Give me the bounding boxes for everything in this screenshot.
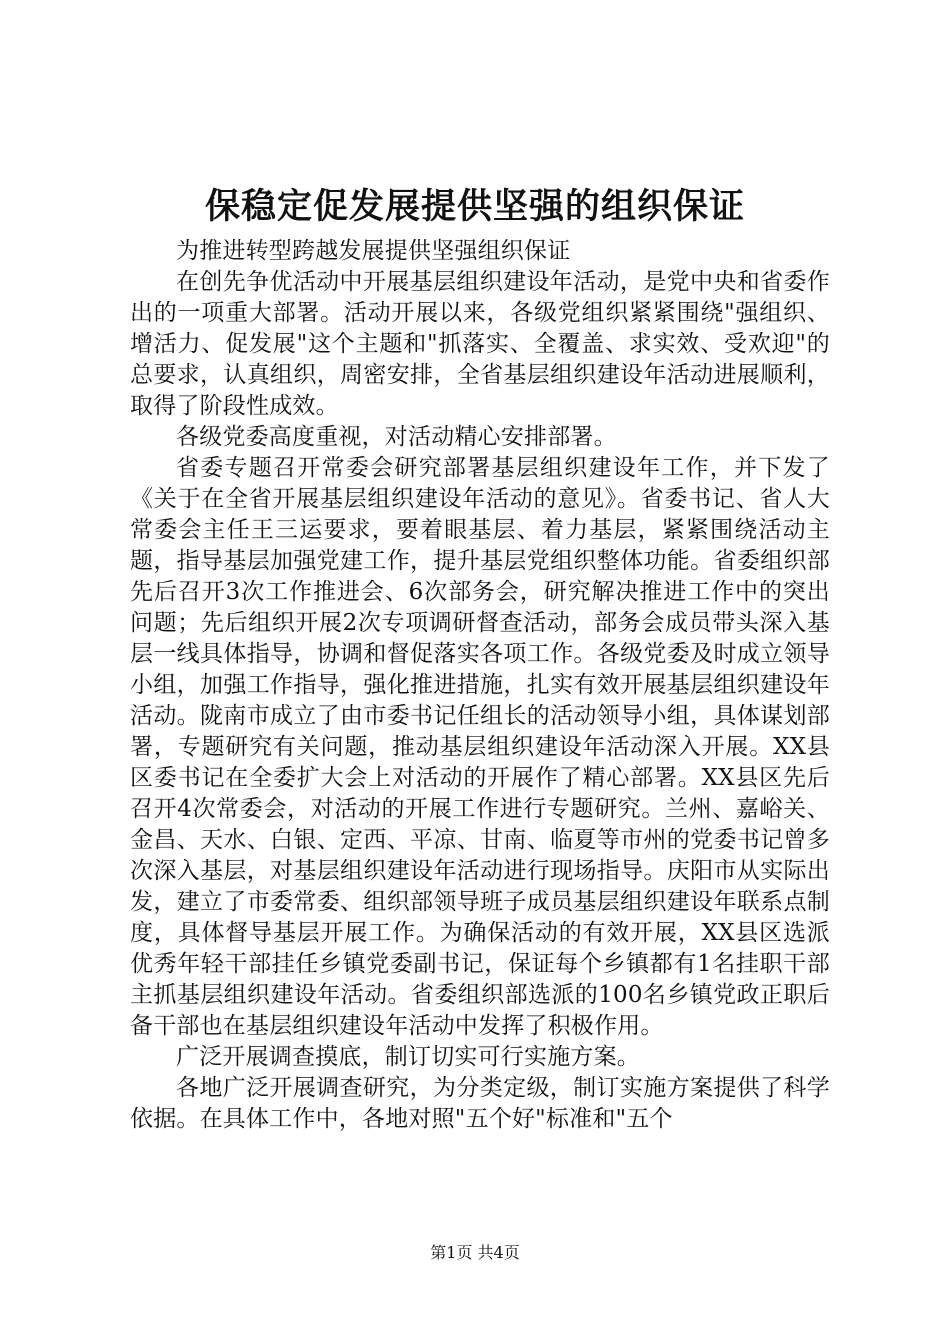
document-title: 保稳定促发展提供坚强的组织保证: [204, 187, 745, 227]
body-paragraph: 省委专题召开常委会研究部署基层组织建设年工作，并下发了《关于在全省开展基层组织建设年活动的意见》。省委书记、省人大常委会主任王三运要求，要着眼基层、着力基层，紧紧围绕活动主题，指导基层加强党建工作，提升基层党组织整体功能。省委组织部先后召开3次工作推进会、6次部务会，研究解决推进工作中的突出问题；先后组织开展2次专项调研督查活动，部务会成员带头深入基层一线具体指导，协调和督促落实各项工作。各级党委及时成立领导小组，加强工作指导，强化推进措施，扎实有效开展基层组织建设年活动。陇南市成立了由市委书记任组长的活动领导小组，具体谋划部署，专题研究有关问题，推动基层组织建设年活动深入开展。XX县区委书记在全委扩大会上对活动的开展作了精心部署。XX县区先后召开4次常委会，对活动的开展工作进行专题研究。兰州、嘉峪关、金昌、天水、白银、定西、平凉、甘南、临夏等市州的党委书记曾多次深入基层，对基层组织建设年活动进行现场指导。庆阳市从实际出发，建立了市委常委、组织部领导班子成员基层组织建设年联系点制度，具体督导基层开展工作。为确保活动的有效开展，XX县区选派优秀年轻干部挂任乡镇党委副书记，保证每个乡镇都有1名挂职干部主抓基层组织建设年活动。省委组织部选派的100名乡镇党政正职后备干部也在基层组织建设年活动中发挥了积极作用。: [130, 455, 830, 1039]
section-heading-paragraph: 各级党委高度重视，对活动精心安排部署。: [176, 424, 617, 450]
page-footer: 第1页 共4页: [430, 1243, 520, 1262]
body-paragraph: 各地广泛开展调查研究，为分类定级，制订实施方案提供了科学依据。在具体工作中，各地对照"五个好"标准和"五个: [130, 1075, 830, 1132]
subtitle-paragraph: 为推进转型跨越发展提供坚强组织保证: [176, 238, 571, 264]
section-heading-paragraph: 广泛开展调查摸底，制订切实可行实施方案。: [176, 1044, 640, 1070]
document-body: [130, 236, 830, 1135]
body-paragraph: 在创先争优活动中开展基层组织建设年活动，是党中央和省委作出的一项重大部署。活动开展以来，各级党组织紧紧围绕"强组织、增活力、促发展"这个主题和"抓落实、全覆盖、求实效、受欢迎"的总要求，认真组织，周密安排，全省基层组织建设年活动进展顺利，取得了阶段性成效。: [130, 269, 830, 419]
